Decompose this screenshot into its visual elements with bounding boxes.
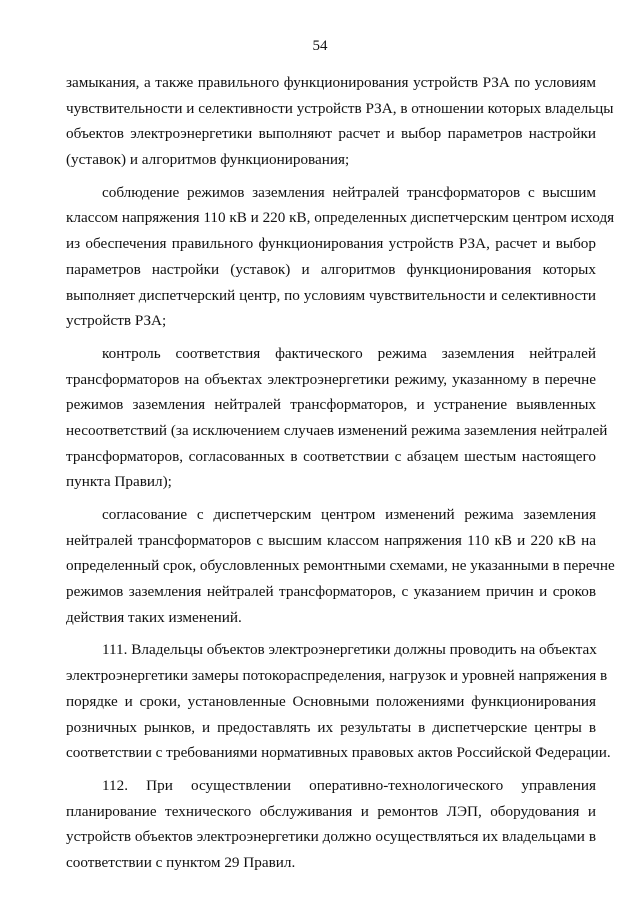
text-line: 112. При осуществлении оперативно-технологического управления [102, 776, 596, 794]
paragraph [66, 773, 596, 876]
text-line: нейтралей трансформаторов с высшим классом напряжения 110 кВ и 220 кВ на [66, 531, 596, 549]
body-text [66, 70, 615, 883]
paragraph [66, 180, 615, 334]
paragraph [66, 341, 608, 495]
text-line: устройств объектов электроэнергетики должно осуществляться их владельцами в [66, 828, 596, 846]
text-line: выполняет диспетчерский центр, по условиям чувствительности и селективности [66, 286, 596, 304]
paragraph [66, 70, 614, 173]
text-line: чувствительности и селективности устройств РЗА, в отношении которых владельцы [66, 99, 614, 117]
text-line: объектов электроэнергетики выполняют расчет и выбор параметров настройки [66, 125, 596, 143]
text-line: режимов заземления нейтралей трансформаторов, и устранение выявленных [66, 396, 596, 414]
page-number: 54 [312, 38, 328, 54]
text-line: несоответствий (за исключением случаев изменений режима заземления нейтралей [66, 421, 608, 439]
text-line: соответствии с пунктом 29 Правил. [66, 853, 296, 871]
text-line: параметров настройки (уставок) и алгоритмов функционирования которых [66, 260, 596, 278]
text-line: классом напряжения 110 кВ и 220 кВ, определенных диспетчерским центром исходя [66, 209, 615, 227]
text-line: розничных рынков, и предоставлять их результаты в диспетчерские центры в [66, 718, 596, 736]
text-line: соответствии с требованиями нормативных правовых актов Российской Федерации. [66, 744, 611, 762]
text-line: планирование технического обслуживания и ремонтов ЛЭП, оборудования и [66, 802, 596, 820]
paragraph [66, 637, 611, 765]
text-line: порядке и сроки, установленные Основными положениями функционирования [66, 692, 596, 710]
text-line: определенный срок, обусловленных ремонтными схемами, не указанными в перечне [66, 557, 615, 575]
text-line: трансформаторов, согласованных в соответствии с абзацем шестым настоящего [66, 447, 596, 465]
text-line: (уставок) и алгоритмов функционирования; [66, 151, 350, 169]
text-line: действия таких изменений. [66, 608, 242, 626]
text-line: режимов заземления нейтралей трансформаторов, с указанием причин и сроков [66, 583, 596, 601]
text-line: замыкания, а также правильного функционирования устройств РЗА по условиям [66, 74, 596, 91]
paragraph [66, 502, 615, 630]
text-line: устройств РЗА; [66, 312, 167, 330]
text-line: согласование с диспетчерским центром изменений режима заземления [102, 506, 596, 523]
text-line: трансформаторов на объектах электроэнергетики режиму, указанному в перечне [66, 370, 596, 388]
text-line: соблюдение режимов заземления нейтралей трансформаторов с высшим [102, 183, 596, 201]
text-line: 111. Владельцы объектов электроэнергетики должны проводить на объектах [102, 641, 597, 659]
text-line: контроль соответствия фактического режима заземления нейтралей [102, 344, 596, 362]
text-line: электроэнергетики замеры потокораспределения, нагрузок и уровней напряжения в [66, 667, 608, 685]
text-line: пункта Правил); [66, 473, 172, 491]
text-line: из обеспечения правильного функционирования устройств РЗА, расчет и выбор [66, 235, 596, 253]
